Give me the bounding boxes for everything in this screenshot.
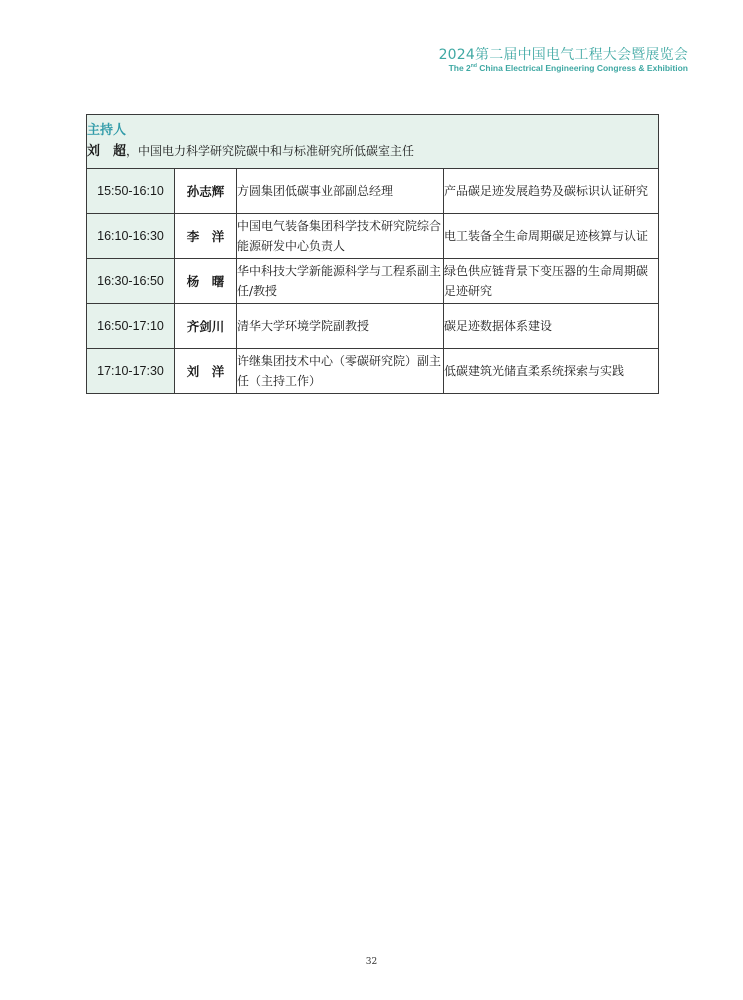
- topic-cell: 产品碳足迹发展趋势及碳标识认证研究: [444, 169, 659, 214]
- speaker-cell: 刘 洋: [175, 349, 237, 394]
- agenda-row: [87, 169, 659, 214]
- affiliation-cell: 华中科技大学新能源科学与工程系副主任/教授: [237, 259, 444, 304]
- host-name: 刘 超: [87, 143, 127, 159]
- affiliation-cell: 清华大学环境学院副教授: [237, 304, 444, 349]
- time-cell: 16:50-17:10: [87, 304, 175, 349]
- agenda-row: [87, 259, 659, 304]
- agenda-row: [87, 304, 659, 349]
- event-subtitle: [449, 63, 688, 73]
- event-subtitle-ordinal: nd: [470, 63, 477, 70]
- affiliation-cell: 方圆集团低碳事业部副总经理: [237, 169, 444, 214]
- page-number: 32: [365, 957, 378, 967]
- speaker-cell: 杨 曙: [175, 259, 237, 304]
- topic-cell: 低碳建筑光储直柔系统探索与实践: [444, 349, 659, 394]
- host-row: [87, 115, 659, 169]
- topic-cell: 电工装备全生命周期碳足迹核算与认证: [444, 214, 659, 259]
- time-cell: 17:10-17:30: [87, 349, 175, 394]
- affiliation-cell: 中国电气装备集团科学技术研究院综合能源研发中心负责人: [237, 214, 444, 259]
- time-cell: 16:30-16:50: [87, 259, 175, 304]
- speaker-cell: 李 洋: [175, 214, 237, 259]
- event-subtitle-pre: The 2: [448, 63, 471, 73]
- speaker-cell: 孙志辉: [175, 169, 237, 214]
- speaker-cell: 齐剑川: [175, 304, 237, 349]
- time-cell: 15:50-16:10: [87, 169, 175, 214]
- event-subtitle-post: China Electrical Engineering Congress & Exhibition: [476, 63, 688, 73]
- topic-cell: 绿色供应链背景下变压器的生命周期碳足迹研究: [444, 259, 659, 304]
- agenda-row: [87, 349, 659, 394]
- host-cell: [87, 115, 659, 169]
- event-title: 2024第二届中国电气工程大会暨展览会: [438, 47, 688, 63]
- agenda-row: [87, 214, 659, 259]
- topic-cell: 碳足迹数据体系建设: [444, 304, 659, 349]
- host-title: ，中国电力科学研究院碳中和与标准研究所低碳室主任: [126, 143, 415, 158]
- host-label: 主持人: [87, 122, 127, 138]
- agenda-table: [86, 114, 659, 394]
- host-line: [87, 141, 658, 162]
- time-cell: 16:10-16:30: [87, 214, 175, 259]
- affiliation-cell: 许继集团技术中心（零碳研究院）副主任（主持工作）: [237, 349, 444, 394]
